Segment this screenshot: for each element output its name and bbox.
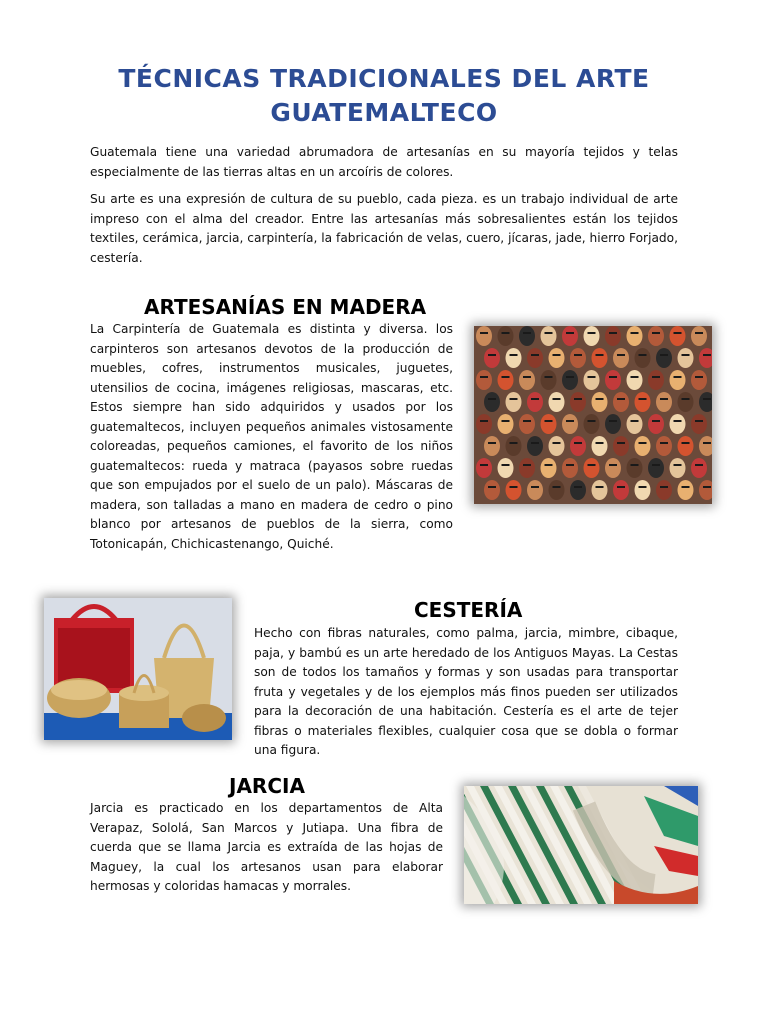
madera-paragraph: La Carpintería de Guatemala es distinta y diversa. los carpinteros son artesanos devotos de la producción de muebles, cofres, instrumentos musicales, juguetes, utensilios de cocina, imágenes religiosas, mascaras, etc. Estos siempre han sido adquiridos y usados por los guatemaltecos, incluyen pequeños animales vistosamente coloreadas, pequeños camiones, el favorito de los niños guatemaltecos: rueda y matraca (payasos sobre ruedas que son empujados por el suelo de un palo). Máscaras de madera, son talladas a mano en madera de cedro o pino blanco por artesanos de pueblos de la sierra, como Totonicapán, Chichicastenango, Quiché. [90, 322, 453, 551]
cesteria-paragraph: Hecho con fibras naturales, como palma, jarcia, mimbre, cibaque, paja, y bambú es un arte heredado de los Antiguos Mayas. La Cestas son de todos los tamaños y formas y son usadas para transportar fruta y vegetales y de los ejemplos más finos pueden ser utilizados para la decoración de una habitación. Cestería es el arte de tejer fibras o materiales flexibles, cualquier cosa que se dobla o formar una figura. [254, 626, 678, 757]
heading-madera: ARTESANÍAS EN MADERA [144, 295, 427, 319]
heading-cesteria: CESTERÍA [414, 598, 523, 622]
title-line-2: GUATEMALTECO [270, 98, 498, 127]
masks-photo [474, 326, 712, 504]
baskets-photo [44, 598, 232, 740]
page-title [0, 62, 768, 130]
intro-paragraph-2: Su arte es una expresión de cultura de su pueblo, cada pieza. es un trabajo individual de arte impreso con el alma del creador. Entre las artesanías más sobresalientes están los tejidos textiles, cerámica, jarcia, carpintería, la fabricación de velas, cuero, jícaras, jade, hierro Forjado, cestería. [90, 192, 678, 265]
hammocks-photo [464, 786, 698, 904]
intro-paragraph-1: Guatemala tiene una variedad abrumadora de artesanías en su mayoría tejidos y telas especialmente de las tierras altas en un arcoíris de colores. [90, 145, 678, 179]
heading-jarcia: JARCIA [229, 774, 305, 798]
title-line-1: TÉCNICAS TRADICIONALES DEL ARTE [118, 64, 650, 93]
jarcia-paragraph: Jarcia es practicado en los departamentos de Alta Verapaz, Sololá, San Marcos y Jutiapa. Una fibra de cuerda que se llama Jarcia es extraída de las hojas de Maguey, la cual los artesanos usan para elaborar hermosas y coloridas hamacas y morrales. [90, 801, 443, 893]
